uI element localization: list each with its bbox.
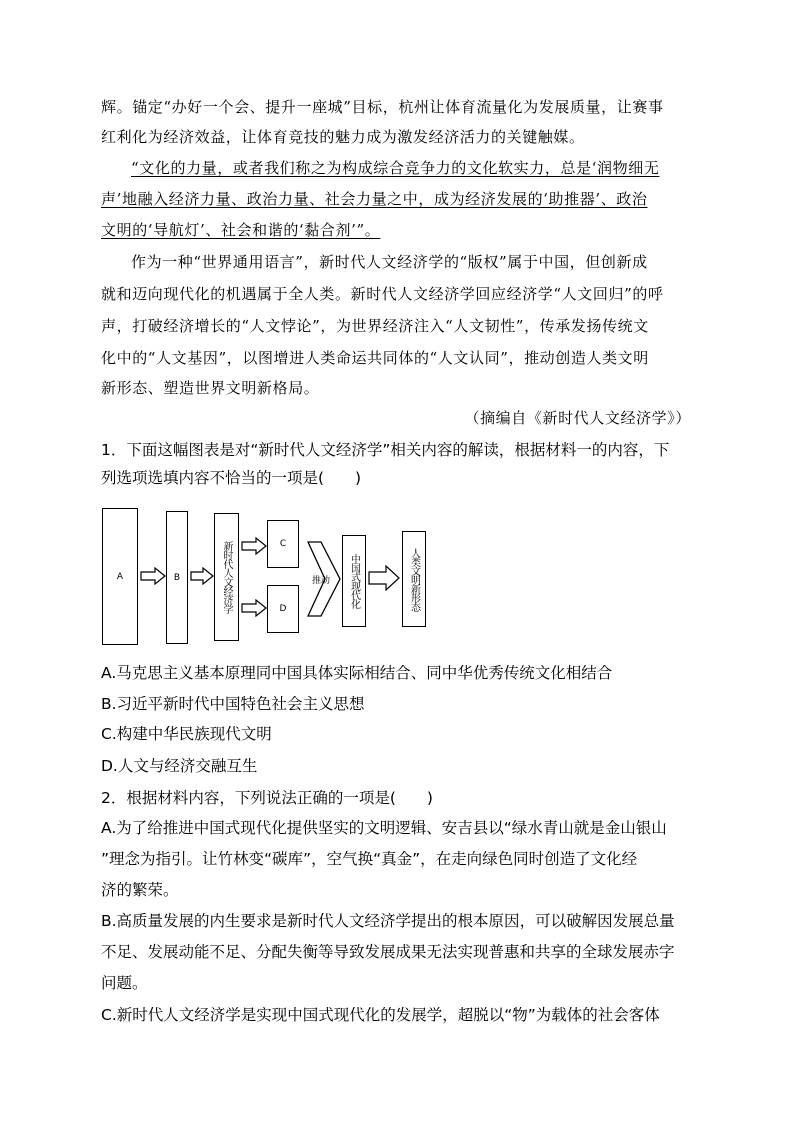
paragraph-line: 作为一种“世界通用语言”，新时代人文经济学的“版权”属于中国，但创新成 <box>131 253 648 271</box>
paragraph-line: 声，打破经济增长的“人文悖论”，为世界经济注入“人文韧性”，传承发扬传统文 <box>101 317 649 335</box>
flow-diagram <box>102 505 432 647</box>
underlined-quote-line: 声’地融入经济力量、政治力量、社会力量之中，成为经济发展的‘助推器’、政治 <box>101 190 648 208</box>
paragraph-line: 化中的“人文基因”，以图增进人类命运共同体的“人文认同”，推动创造人类文明 <box>101 349 649 367</box>
new-civilization-label: 人类文明新形态 <box>408 547 420 611</box>
box-modernization <box>342 535 366 627</box>
source-citation: （摘编自《新时代人文经济学》） <box>464 409 691 427</box>
option-a-line: 济的繁荣。 <box>101 881 179 899</box>
paragraph-line: 辉。锚定“办好一个会、提升一座城”目标，杭州让体育流量化为发展质量，让赛事 <box>101 98 664 116</box>
paragraph-line: 就和迈向现代化的机遇属于全人类。新时代人文经济学回应经济学“人文回归”的呼 <box>101 285 664 303</box>
arrow-right-icon <box>140 567 166 585</box>
arrow-right-icon <box>190 567 214 585</box>
underlined-quote-line: “文化的力量，或者我们称之为构成综合竞争力的文化软实力，总是‘润物细无 <box>131 159 660 177</box>
box-a: A <box>102 508 138 645</box>
box-new-civilization <box>402 531 426 627</box>
question-1-stem: 1．下面这幅图表是对“新时代人文经济学”相关内容的解读，根据材料一的内容，下 <box>101 441 670 459</box>
arrow-right-icon <box>368 565 400 591</box>
paragraph-line: 红利化为经济效益，让体育竞技的魅力成为激发经济活力的关键触媒。 <box>101 128 585 146</box>
option-b: B.习近平新时代中国特色社会主义思想 <box>101 695 365 713</box>
option-c: C.构建中华民族现代文明 <box>101 725 272 743</box>
box-c: C <box>267 520 299 568</box>
question-2-stem: 2．根据材料内容，下列说法正确的一项是( ) <box>101 789 433 807</box>
option-b-line: B.高质量发展的内生要求是新时代人文经济学提出的根本原因，可以破解因发展总量 <box>101 912 675 930</box>
option-d: D.人文与经济交融互生 <box>101 757 258 775</box>
modernization-label: 中国式现代化 <box>348 554 360 608</box>
option-a-line: ”理念为指引。让竹林变“碳库”，空气换“真金”，在走向绿色同时创造了文化经 <box>101 850 638 868</box>
box-center <box>214 513 239 641</box>
underlined-quote-line: 文明的‘导航灯’、社会和谐的‘黏合剂’”。 <box>101 221 381 239</box>
push-label: 推动 <box>311 576 330 586</box>
question-1-stem: 列选项选填内容不恰当的一项是( ) <box>101 469 362 487</box>
arrow-right-icon <box>241 537 267 555</box>
option-a-line: A.为了给推进中国式现代化提供坚实的文明逻辑、安吉县以“绿水青山就是金山银山 <box>101 819 667 837</box>
option-b-line: 不足、发展动能不足、分配失衡等导致发展成果无法实现普惠和共享的全球发展赤字 <box>101 943 675 961</box>
box-b: B <box>166 511 188 644</box>
option-b-line: 问题。 <box>101 974 148 992</box>
option-c-line: C.新时代人文经济学是实现中国式现代化的发展学，超脱以“物”为载体的社会客体 <box>101 1006 660 1024</box>
paragraph-line: 新形态、塑造世界文明新格局。 <box>101 379 320 397</box>
center-box-label: 新时代人文经济学 <box>221 541 232 613</box>
option-a: A.马克思主义基本原理同中国具体实际相结合、同中华优秀传统文化相结合 <box>101 664 613 682</box>
arrow-right-icon <box>241 599 267 617</box>
box-d: D <box>267 585 299 633</box>
